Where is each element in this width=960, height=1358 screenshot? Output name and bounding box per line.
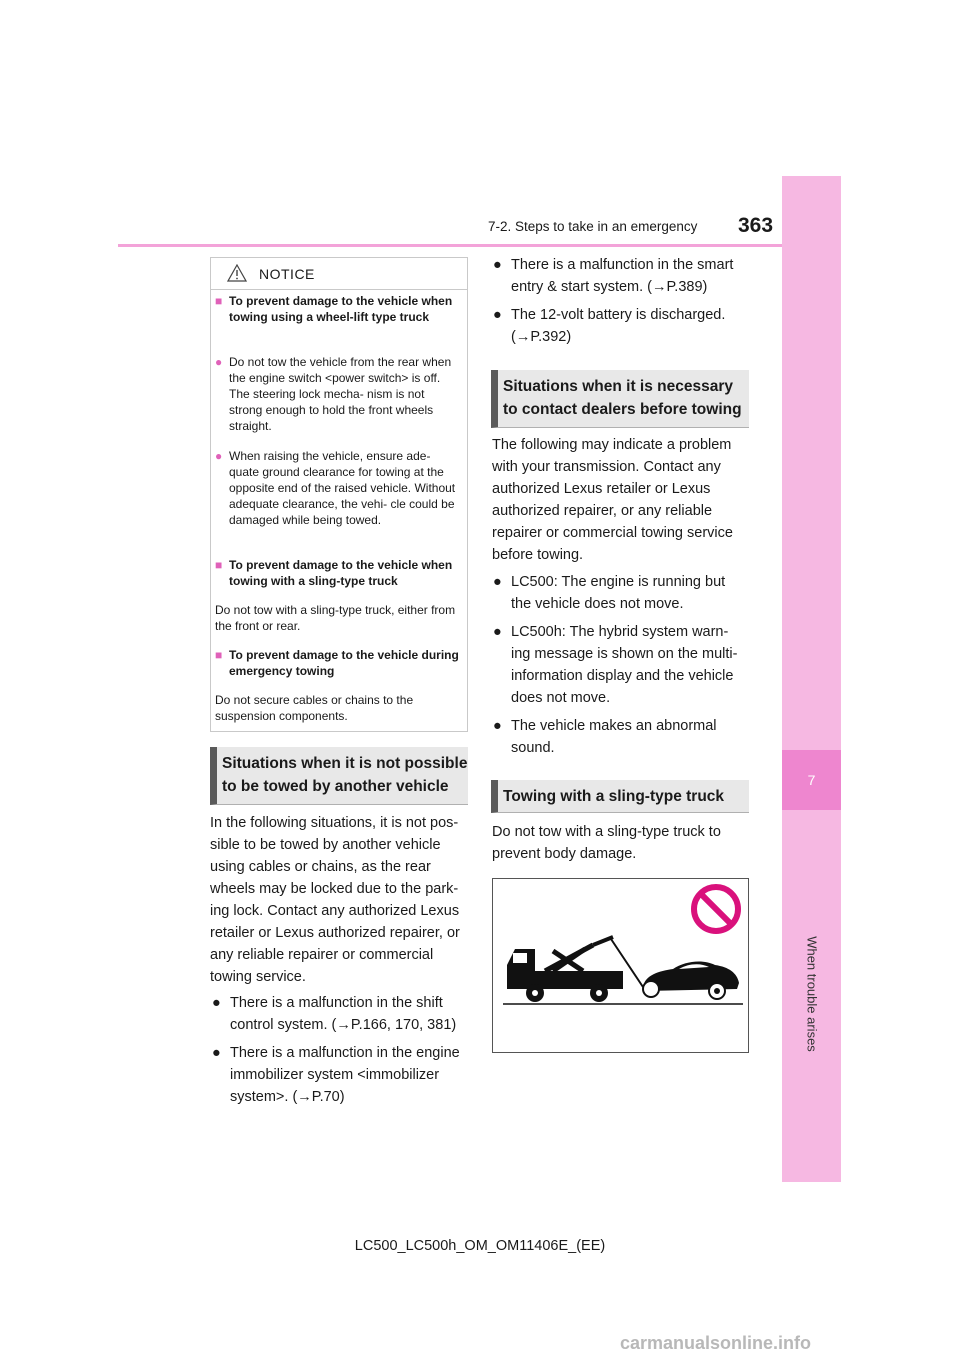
- document-code: LC500_LC500h_OM_OM11406E_(EE): [354, 1238, 606, 1254]
- list-item: [493, 304, 749, 348]
- notice-paragraph-text: Do not secure cables or chains to the suspension components.: [215, 693, 414, 723]
- header-rule: [118, 244, 782, 247]
- bullet-dot-icon: ●: [493, 257, 502, 273]
- notice-subheading-text: To prevent damage to the vehicle during emergency towing: [229, 648, 459, 678]
- list-item-text: LC500: The engine is running but the vehicle does not move.: [511, 574, 726, 612]
- list-item-text: The 12-volt battery is discharged. (→P.392): [511, 307, 726, 345]
- notice-subheading: [215, 293, 461, 325]
- section-heading: [491, 370, 749, 428]
- section-heading: [210, 747, 468, 805]
- watermark: carmanualsonline.info: [620, 1333, 812, 1353]
- list-item: [212, 992, 468, 1036]
- list-item-text: LC500h: The hybrid system warn- ing message is shown on the multi- information display and the vehicle does not move.: [511, 624, 738, 706]
- square-bullet-icon: ■: [215, 294, 223, 308]
- list-item: [493, 571, 749, 615]
- notice-subheading: [215, 647, 461, 679]
- list-item: [493, 254, 749, 298]
- body-paragraph: In the following situations, it is not pos- sible to be towed by another vehicle using cables or chains, as the rear wheels may be locked due to the park- ing lock. Contact any authorized Lexus retailer or Lexus authorized repairer, or any reliable repairer or commercial towing service.: [210, 815, 460, 985]
- bullet-dot-icon: ●: [212, 1045, 221, 1061]
- section-heading: [491, 780, 749, 813]
- bullet-dot-icon: ●: [212, 995, 221, 1011]
- list-item-text: There is a malfunction in the shift control system. (→P.166, 170, 381): [230, 995, 457, 1033]
- section-heading-text: Situations when it is not possible to be towed by another vehicle: [222, 755, 468, 795]
- body-paragraph: The following may indicate a problem with your transmission. Contact any authorized Lexus retailer or Lexus authorized repairer, or any reliable repairer or commercial towing service before towing.: [492, 437, 733, 563]
- notice-bullet-text: Do not tow the vehicle from the rear when the engine switch <power switch> is off. The steering lock mecha- nism is not strong enough to hold the front wheels straight.: [229, 355, 452, 433]
- tow-truck-icon: [507, 937, 643, 1002]
- list-item-text: There is a malfunction in the smart entry & start system. (→P.389): [511, 257, 734, 295]
- bullet-dot-icon: ●: [493, 307, 502, 323]
- list-item: [493, 621, 749, 709]
- notice-paragraph: [215, 602, 461, 634]
- bullet-dot-icon: ●: [493, 624, 502, 640]
- prohibition-icon: [694, 887, 738, 931]
- chapter-label: When trouble arises: [804, 936, 820, 1052]
- section-heading-text: Towing with a sling-type truck: [503, 788, 725, 805]
- notice-title: NOTICE: [259, 266, 315, 282]
- list-item: [493, 715, 749, 759]
- notice-paragraph-text: Do not tow with a sling-type truck, either from the front or rear.: [215, 603, 456, 633]
- chapter-number: 7: [807, 772, 816, 788]
- notice-header: [211, 258, 467, 290]
- notice-subheading: [215, 557, 461, 589]
- bullet-dot-icon: ●: [493, 718, 502, 734]
- notice-paragraph: [215, 692, 461, 724]
- circle-bullet-icon: ●: [215, 449, 223, 463]
- notice-box: [210, 257, 468, 732]
- warning-triangle-icon: [227, 264, 247, 282]
- notice-bullet: [215, 354, 461, 434]
- notice-bullet: [215, 448, 461, 528]
- sling-truck-drawing: [493, 879, 748, 1052]
- car-icon: [643, 962, 739, 999]
- notice-subheading-text: To prevent damage to the vehicle when towing with a sling-type truck: [229, 558, 453, 588]
- list-item: [212, 1042, 468, 1108]
- list-item-text: The vehicle makes an abnormal sound.: [511, 718, 717, 756]
- notice-subheading-text: To prevent damage to the vehicle when towing using a wheel-lift type truck: [229, 294, 453, 324]
- list-item-text: There is a malfunction in the engine immobilizer system <immobilizer system>. (→P.70): [230, 1045, 460, 1105]
- section-title: 7-2. Steps to take in an emergency: [488, 219, 698, 234]
- bullet-dot-icon: ●: [493, 574, 502, 590]
- page-number: 363: [738, 214, 774, 237]
- square-bullet-icon: ■: [215, 558, 223, 572]
- chapter-side-tab[interactable]: [782, 176, 841, 1182]
- section-heading-text: Situations when it is necessary to contact dealers before towing: [503, 378, 742, 418]
- circle-bullet-icon: ●: [215, 355, 223, 369]
- sling-truck-illustration: [492, 878, 749, 1053]
- notice-bullet-text: When raising the vehicle, ensure ade- quate ground clearance for towing at the opposite end of the raised vehicle. Without adequate clearance, the vehi- cle could be damaged while being towed.: [229, 449, 456, 527]
- body-paragraph: Do not tow with a sling-type truck to prevent body damage.: [492, 824, 721, 862]
- square-bullet-icon: ■: [215, 648, 223, 662]
